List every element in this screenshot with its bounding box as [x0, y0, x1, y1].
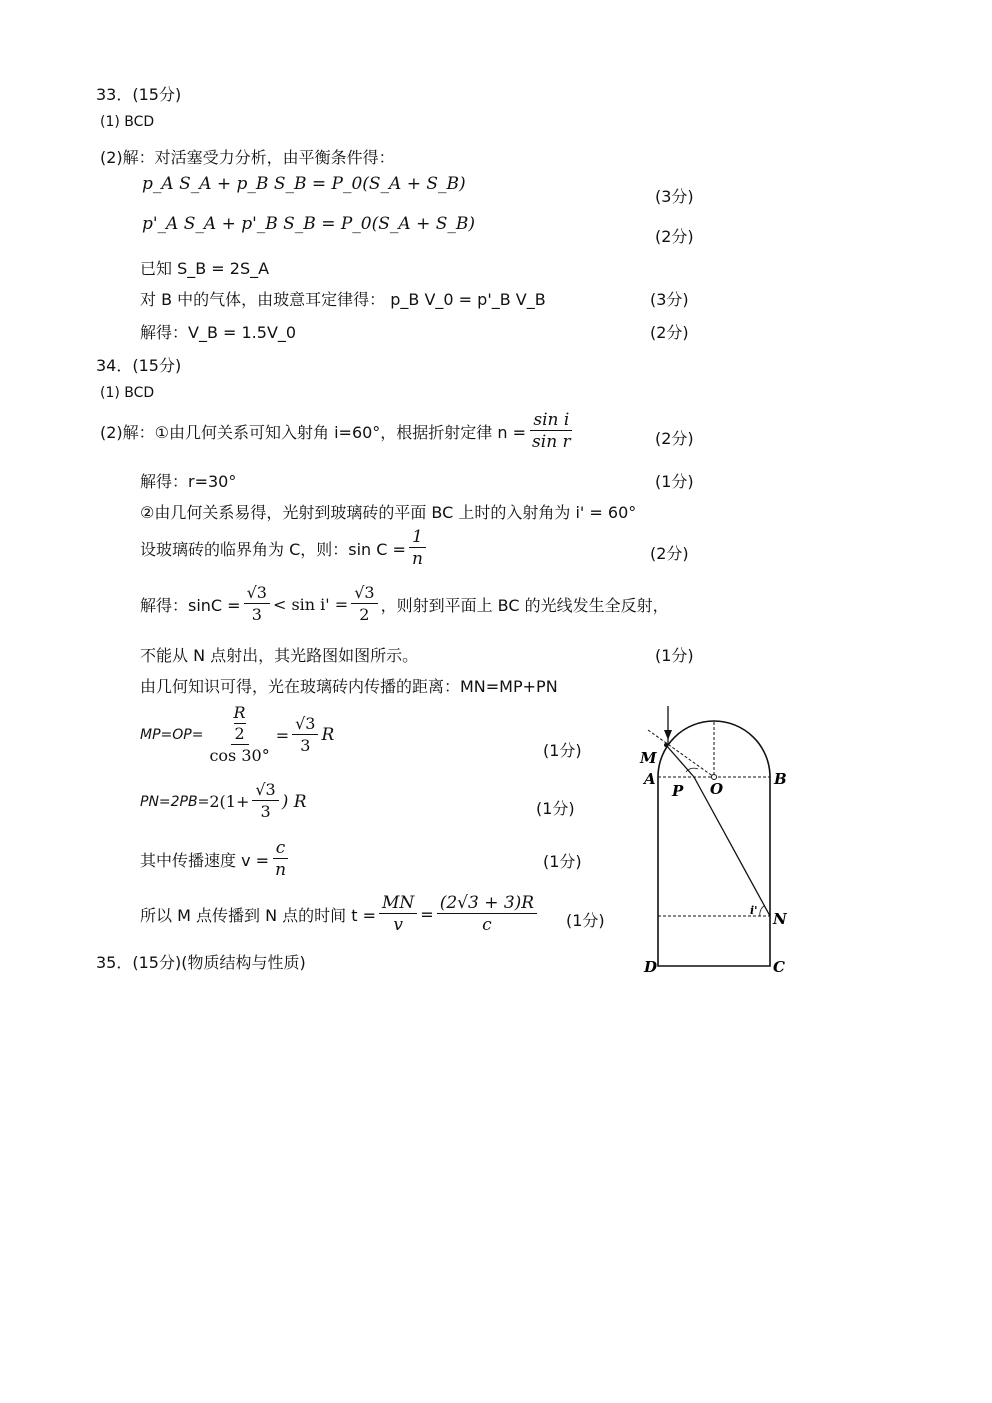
- q34-incidence-bc: ②由几何关系易得，光射到玻璃砖的平面 BC 上时的入射角为 i' = 60°: [140, 503, 637, 522]
- q35-header: 35．(15分)(物质结构与性质): [96, 953, 306, 972]
- label-p: P: [672, 782, 684, 800]
- fraction-numerator: 1: [409, 527, 426, 548]
- sqrt3-over-2: [351, 583, 377, 626]
- q34-pn-fraction: [252, 780, 278, 823]
- fraction-numerator: c: [273, 838, 289, 859]
- q34-speed-fraction: [272, 838, 289, 881]
- fraction-numerator: √3: [244, 583, 270, 604]
- fraction-numerator: (2√3 + 3)R: [437, 893, 537, 914]
- q34-no-exit: 不能从 N 点射出，其光路图如图所示。: [140, 646, 419, 665]
- q34-compare-line: [140, 583, 669, 626]
- q33-solve: 解得：V_B = 1.5V_0: [140, 323, 297, 342]
- fraction-denominator: c: [482, 915, 492, 935]
- q34-mp-fraction: [206, 703, 272, 767]
- q34-speed-line: [140, 838, 292, 881]
- q34-pn-expr-a: 2(1+: [209, 792, 250, 811]
- label-a: A: [644, 770, 656, 788]
- q34-pn-expr-b: ) R: [281, 791, 307, 812]
- point-o: [712, 775, 717, 780]
- fraction-numerator: √3: [292, 714, 318, 735]
- fraction-denominator: cos 30°: [209, 746, 270, 765]
- fraction-denominator: 3: [260, 802, 271, 821]
- fraction-numerator: MN: [379, 893, 417, 914]
- fraction-numerator: √3: [252, 780, 278, 801]
- q34-critical-points: (2分): [650, 544, 689, 563]
- q34-critical-line: [140, 527, 429, 570]
- q33-header: 33．(15分): [96, 85, 182, 104]
- q34-refraction-line: [100, 410, 577, 453]
- label-c: C: [773, 958, 785, 976]
- angle-arc-n: [760, 906, 764, 916]
- q34-mp-points: (1分): [543, 741, 582, 760]
- label-o: O: [710, 780, 724, 798]
- q34-compare-pre: 解得：sinC =: [140, 596, 241, 615]
- q33-known: 已知 S_B = 2S_A: [140, 259, 270, 278]
- q34-speed-points: (1分): [543, 852, 582, 871]
- q34-time-fraction-2: [437, 893, 537, 936]
- label-angle-i-prime: i': [750, 904, 758, 917]
- equals-sign: =: [420, 905, 434, 924]
- fraction-numerator: √3: [351, 583, 377, 604]
- fraction-denominator: n: [411, 549, 423, 569]
- q34-pn-pre: PN=2PB=: [140, 793, 210, 810]
- q33-eq2: p'_A S_A + p'_B S_B = P_0(S_A + S_B): [142, 214, 475, 234]
- fraction-denominator: 2: [359, 605, 370, 624]
- q33-boyle-points: (3分): [650, 290, 689, 309]
- point-m: [664, 743, 668, 747]
- q34-mp-result-fraction: [292, 714, 318, 757]
- q34-mp-pre: MP=OP=: [140, 727, 204, 743]
- q34-part1: (1) BCD: [100, 385, 155, 401]
- q33-part1: (1) BCD: [100, 114, 155, 130]
- q34-mp-line: [140, 703, 334, 767]
- q33-boyle: 对 B 中的气体，由玻意耳定律得： p_B V_0 = p'_B V_B: [140, 290, 546, 309]
- q34-no-exit-points: (1分): [655, 646, 694, 665]
- q34-refraction-text: (2)解：①由几何关系可知入射角 i=60°，根据折射定律 n =: [100, 423, 527, 442]
- r-top: R: [233, 703, 246, 722]
- two-bottom: 2: [234, 724, 245, 743]
- q33-solve-points: (2分): [650, 323, 689, 342]
- fraction-numerator: [231, 703, 249, 745]
- q33-eq2-points: (2分): [655, 227, 694, 246]
- q34-pn-points: (1分): [536, 799, 575, 818]
- q33-part2-intro: (2)解：对活塞受力分析，由平衡条件得：: [100, 148, 395, 167]
- q34-refraction-points: (2分): [655, 429, 694, 448]
- q34-time-points: (1分): [566, 911, 605, 930]
- refracted-ray-pn: [694, 777, 770, 916]
- q34-distance: 由几何知识可得，光在玻璃砖内传播的距离：MN=MP+PN: [140, 677, 558, 696]
- fraction-denominator: v: [393, 915, 403, 935]
- q34-refraction-fraction: [529, 410, 574, 453]
- q34-critical-text: 设玻璃砖的临界角为 C，则：sin C =: [140, 540, 406, 559]
- equals-sign: =: [275, 725, 290, 745]
- label-m: M: [640, 749, 657, 767]
- q34-critical-fraction: [409, 527, 426, 570]
- q34-time-fraction-1: [379, 893, 417, 936]
- incident-arrow: [664, 730, 672, 740]
- light-path-diagram: [630, 700, 800, 980]
- fraction-denominator: 3: [251, 605, 262, 624]
- label-n: N: [773, 910, 787, 928]
- q33-eq1: p_A S_A + p_B S_B = P_0(S_A + S_B): [142, 174, 466, 194]
- q34-speed-pre: 其中传播速度 v =: [140, 851, 270, 870]
- angle-arc-30: [686, 768, 698, 772]
- q34-time-line: [140, 893, 540, 936]
- q34-r-points: (1分): [655, 472, 694, 491]
- label-d: D: [644, 958, 658, 976]
- q34-compare-mid: < sin i' =: [272, 595, 349, 614]
- q34-r-result: 解得：r=30°: [140, 472, 237, 491]
- sqrt3-over-3: [244, 583, 270, 626]
- q33-eq1-points: (3分): [655, 187, 694, 206]
- r-symbol: R: [321, 725, 335, 745]
- fraction-denominator: n: [275, 860, 287, 880]
- fraction-denominator: sin r: [532, 432, 571, 452]
- q34-compare-post: ，则射到平面上 BC 的光线发生全反射，: [380, 596, 669, 615]
- fraction-denominator: 3: [300, 735, 311, 755]
- q34-header: 34．(15分): [96, 356, 182, 375]
- q34-time-pre: 所以 M 点传播到 N 点的时间 t =: [140, 906, 376, 925]
- refracted-ray-mp: [666, 745, 694, 777]
- fraction-numerator: sin i: [530, 410, 572, 431]
- label-b: B: [774, 770, 787, 788]
- q34-pn-line: [140, 780, 307, 823]
